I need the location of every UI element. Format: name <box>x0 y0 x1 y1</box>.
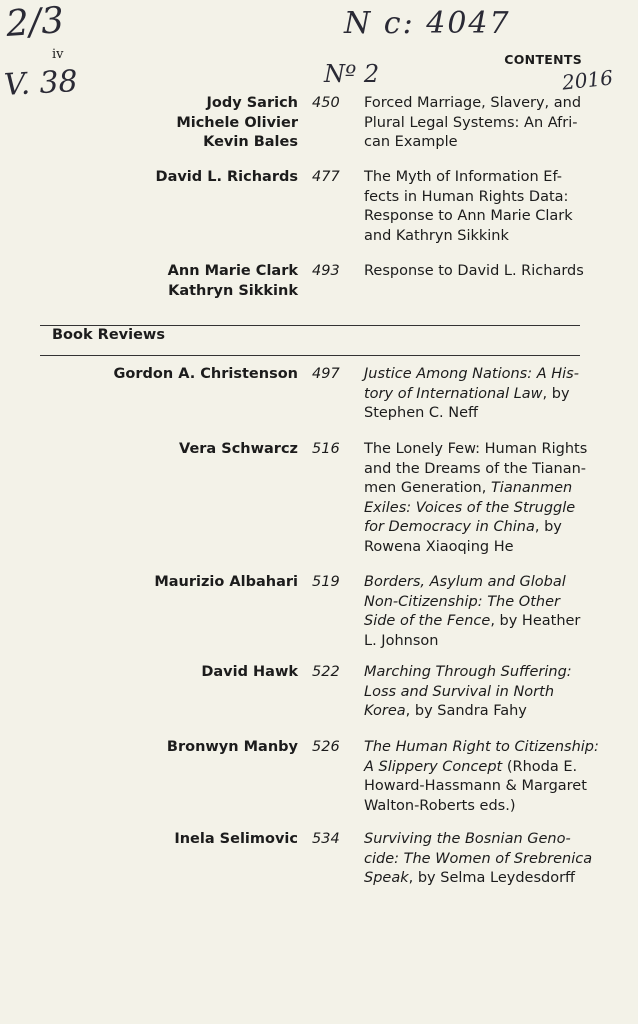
title-line: , by Sandra Fahy <box>405 703 527 719</box>
review-title <box>364 573 582 651</box>
page-number: 534 <box>312 831 340 847</box>
title-line: Rowena Xiaoqing He <box>364 538 514 555</box>
reviewer-text: Vera Schwarcz <box>179 441 298 457</box>
reviewer-name <box>40 365 298 385</box>
title-line: Forced Marriage, Slavery, and <box>364 95 582 111</box>
title-line: (Rhoda E. <box>502 758 578 775</box>
page-number: 516 <box>312 441 340 457</box>
title-line: The Human Right to Citizenship: <box>364 739 599 755</box>
title-line: Tiananmen <box>490 480 573 496</box>
title-line: Plural Legal Systems: An Afri- <box>364 114 578 131</box>
title-line: and the Dreams of the Tianan- <box>364 460 587 477</box>
title-line: Loss and Survival in North <box>364 683 555 700</box>
title-line: cide: The Women of Srebrenica <box>364 850 593 867</box>
author-name: Kathryn Sikkink <box>168 282 298 299</box>
title-line: and Kathryn Sikkink <box>364 227 509 244</box>
reviewer-text: Bronwyn Manby <box>166 739 298 755</box>
entry-authors <box>40 262 298 301</box>
reviewer-text: David Hawk <box>201 664 298 680</box>
author-name: Kevin Bales <box>203 134 298 150</box>
title-line: L. Johnson <box>364 632 439 649</box>
handwritten-year: 2016 <box>560 65 615 95</box>
handwritten-note-top-left: 2/3 <box>4 0 66 45</box>
review-title <box>364 663 582 722</box>
title-line: A Slippery Concept <box>364 758 503 775</box>
reviewer-text: Gordon A. Christenson <box>113 366 298 382</box>
section-divider <box>40 325 580 326</box>
title-line: Borders, Asylum and Global <box>364 574 566 590</box>
title-line: Marching Through Suffering: <box>364 664 572 680</box>
entry-authors <box>40 168 298 188</box>
review-title <box>364 440 588 557</box>
title-line: The Lonely Few: Human Rights <box>364 441 588 457</box>
title-line: , by Heather <box>490 613 581 629</box>
handwritten-issue: Nº 2 <box>324 60 380 88</box>
handwritten-volume: V. 38 <box>3 64 79 103</box>
page-number: 493 <box>312 263 340 279</box>
title-line: fects in Human Rights Data: <box>364 188 569 205</box>
page-number: 522 <box>312 664 340 680</box>
title-line: tory of International Law <box>364 385 543 402</box>
review-title <box>364 365 582 424</box>
title-line: Surviving the Bosnian Geno- <box>364 831 571 847</box>
title-line: Speak <box>364 870 409 886</box>
title-line: Korea <box>364 703 406 719</box>
reviewer-name <box>40 573 298 593</box>
page-number: 497 <box>312 366 340 382</box>
title-line: Stephen C. Neff <box>364 405 479 421</box>
page-number: 519 <box>312 574 340 590</box>
section-divider <box>40 355 580 356</box>
title-line: Exiles: Voices of the Struggle <box>364 499 576 516</box>
author-name: Ann Marie Clark <box>167 263 298 279</box>
reviewer-text: Inela Selimovic <box>174 831 298 847</box>
entry-authors <box>40 94 298 153</box>
title-line: , by <box>534 519 562 535</box>
reviewer-name <box>40 663 298 683</box>
handwritten-call-number: N c: 4047 <box>344 6 511 41</box>
entry-title <box>364 262 582 282</box>
author-name: David L. Richards <box>155 169 298 185</box>
title-line: can Example <box>364 134 458 150</box>
title-line: Non-Citizenship: The Other <box>364 593 560 610</box>
title-line: The Myth of Information Ef- <box>364 169 562 185</box>
title-line: Side of the Fence <box>364 613 491 629</box>
reviewer-name <box>40 830 298 850</box>
title-line: Response to David L. Richards <box>364 263 584 279</box>
title-line: men Generation, <box>364 480 487 496</box>
page-number: 526 <box>312 739 340 755</box>
title-line: Response to Ann Marie Clark <box>364 208 573 224</box>
author-name: Jody Sarich <box>206 95 298 111</box>
section-heading: Book Reviews <box>52 327 165 343</box>
title-line: , by <box>542 385 570 402</box>
review-title <box>364 830 593 889</box>
page-number: 450 <box>312 95 340 111</box>
entry-title <box>364 94 582 153</box>
entry-title <box>364 168 582 246</box>
reviewer-name <box>40 440 298 460</box>
review-title <box>364 738 599 816</box>
author-name: Michele Olivier <box>176 114 298 131</box>
reviewer-name <box>40 738 298 758</box>
title-line: Justice Among Nations: A His- <box>364 366 579 382</box>
running-head: CONTENTS <box>504 52 582 67</box>
title-line: Walton-Roberts eds.) <box>364 797 516 814</box>
reviewer-text: Maurizio Albahari <box>154 574 298 590</box>
title-line: Howard-Hassmann & Margaret <box>364 778 587 794</box>
page-folio: iv <box>52 47 64 62</box>
page-number: 477 <box>312 169 340 185</box>
title-line: , by Selma Leydesdorff <box>408 870 576 886</box>
title-line: for Democracy in China <box>364 519 535 535</box>
